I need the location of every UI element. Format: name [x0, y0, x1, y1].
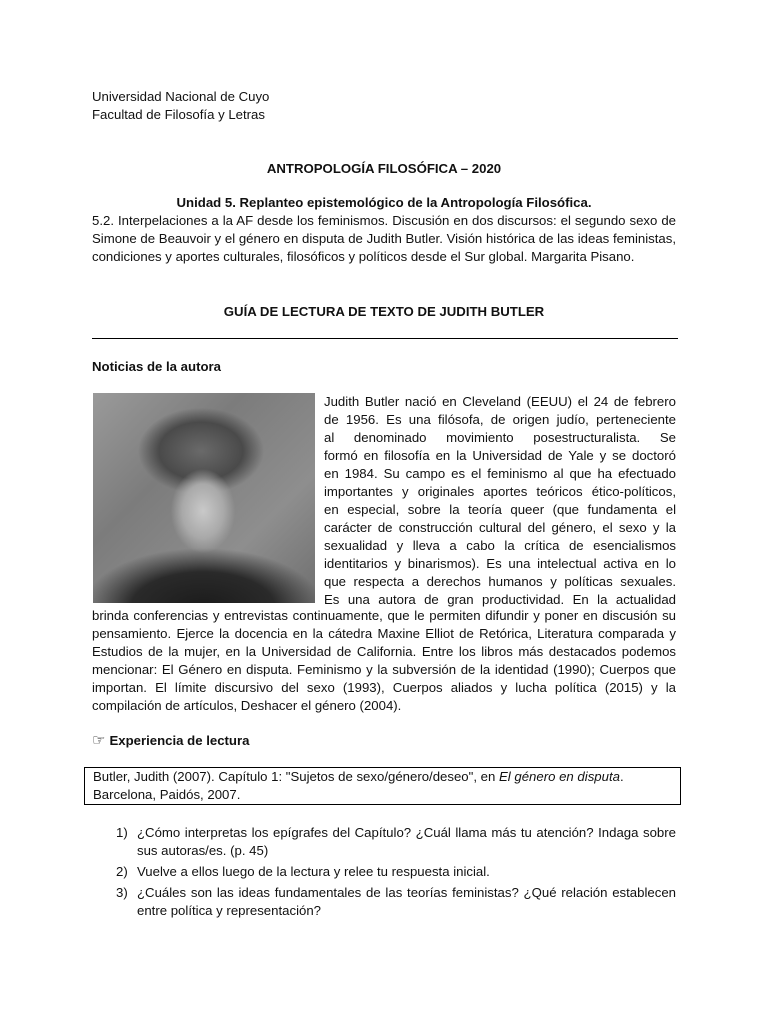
- question-item: [92, 863, 676, 881]
- question-item: [92, 824, 676, 860]
- question-text: ¿Cuáles son las ideas fundamentales de las teorías feministas? ¿Qué relación establecen entre política y representación?: [137, 885, 676, 918]
- question-number: 1): [116, 825, 128, 840]
- bio-line: que respecta a derechos humanos y políticas sexuales.: [324, 574, 676, 589]
- question-number: 3): [116, 885, 128, 900]
- bio-line: carácter de construcción cultural del género, el sexo y la: [324, 520, 676, 535]
- questions-list: [92, 824, 676, 923]
- bio-line: en 1984. Su campo es el feminismo al que ha efectuado: [324, 466, 676, 481]
- university-name: Universidad Nacional de Cuyo: [92, 89, 270, 104]
- unit-title: Unidad 5. Replanteo epistemológico de la Antropología Filosófica.: [176, 195, 592, 210]
- author-bio-continued: brinda conferencias y entrevistas continuamente, que le permiten difundir y poner en discusión su pensamiento. Ejerce la docencia en la cátedra Maxine Elliot de Retórica, Literatura comparada y Estudios de la mujer, en la Universidad de California. Entre los libros más destacados podemos mencionar: El Género en disputa. Feminismo y la subversión de la identidad (1990); Cuerpos que importan. El límite discursivo del sexo (1993), Cuerpos aliados y lucha política (2015) y la compilación de artículos, Deshacer el género (2004).: [92, 608, 676, 713]
- bio-line: al denominado movimiento posestructuralista. Se: [324, 430, 676, 445]
- question-number: 2): [116, 864, 128, 879]
- question-text: ¿Cómo interpretas los epígrafes del Capítulo? ¿Cuál llama más tu atención? Indaga sobre sus autoras/es. (p. 45): [137, 825, 676, 858]
- unit-description: 5.2. Interpelaciones a la AF desde los feminismos. Discusión en dos discursos: el segundo sexo de Simone de Beauvoir y el género en disputa de Judith Butler. Visión histórica de las ideas feministas, condiciones y aportes culturales, filosóficos y políticos desde el Sur global. Margarita Pisano.: [92, 213, 676, 264]
- bio-line: en especial, sobre la teoría queer (que fundamenta el: [324, 502, 676, 517]
- bio-line: importantes y originales aportes teóricos ético-políticos,: [324, 484, 676, 499]
- hand-pointing-icon: ☞: [92, 732, 106, 749]
- faculty-name: Facultad de Filosofía y Letras: [92, 107, 265, 122]
- bio-line: Judith Butler nació en Cleveland (EEUU) el 24 de febrero: [324, 394, 676, 409]
- citation-line-1: Butler, Judith (2007). Capítulo 1: "Sujetos de sexo/género/deseo", en El género en disputa.: [93, 769, 624, 784]
- question-text: Vuelve a ellos luego de la lectura y relee tu respuesta inicial.: [137, 864, 490, 879]
- bio-line: de 1956. Es una filósofa, de origen judío, perteneciente: [324, 412, 676, 427]
- reading-heading: ☞ Experiencia de lectura: [92, 732, 250, 749]
- bio-line: formó en filosofía en la Universidad de Yale y se doctoró: [324, 448, 676, 463]
- bio-line: identitarios y binarismos). Es una intelectual activa en lo: [324, 556, 676, 571]
- guide-title: GUÍA DE LECTURA DE TEXTO DE JUDITH BUTLER: [223, 304, 545, 319]
- horizontal-divider: [92, 338, 678, 339]
- citation-box: [84, 767, 681, 805]
- citation-line-2: Barcelona, Paidós, 2007.: [93, 787, 241, 802]
- author-section-heading: Noticias de la autora: [92, 359, 221, 374]
- question-item: [92, 884, 676, 920]
- author-photo: [93, 393, 315, 603]
- course-title: ANTROPOLOGÍA FILOSÓFICA – 2020: [266, 161, 502, 176]
- author-bio-side: [324, 393, 676, 609]
- bio-line: Es una autora de gran productividad. En la actualidad: [324, 592, 676, 607]
- bio-line: sexualidad y lleva a cabo la crítica de esencialismos: [324, 538, 676, 553]
